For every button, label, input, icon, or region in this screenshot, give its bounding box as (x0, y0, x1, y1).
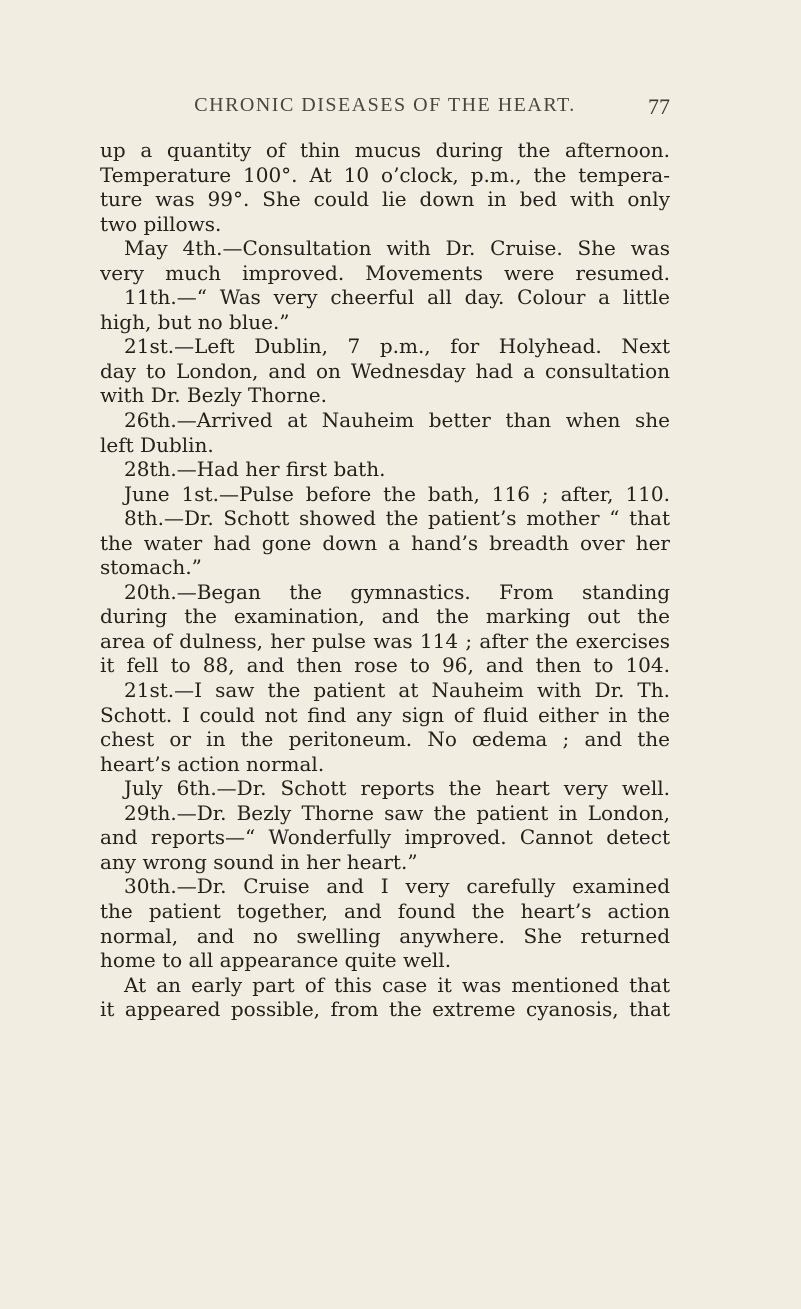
text-line: stomach.” (100, 555, 202, 580)
text-line: June 1st.—Pulse before the bath, 116 ; after, 110. (124, 481, 670, 506)
text-line: area of dulness, her pulse was 114 ; after the exercises (100, 628, 670, 653)
text-line: very much improved. Movements were resumed. (100, 260, 670, 285)
text-line: high, but no blue.” (100, 309, 290, 334)
text-line: 30th.—Dr. Cruise and I very carefully examined (124, 874, 670, 899)
text-line: 21st.—I saw the patient at Nauheim with Dr. Th. (124, 678, 670, 703)
text-line: it appeared possible, from the extreme cyanosis, that (100, 997, 670, 1022)
text-line: 11th.—“ Was very cheerful all day. Colour a little (124, 285, 670, 310)
text-line: two pillows. (100, 211, 222, 236)
text-line: during the examination, and the marking out the (100, 604, 670, 629)
text-line: the patient together, and found the heart’s action (100, 898, 670, 923)
running-head: CHRONIC DISEASES OF THE HEART. (194, 94, 576, 116)
text-line: ture was 99°. She could lie down in bed with only (100, 187, 670, 212)
text-line: up a quantity of thin mucus during the afternoon. (100, 138, 670, 162)
text-line: left Dublin. (100, 432, 214, 457)
text-line: 8th.—Dr. Schott showed the patient’s mother “ that (124, 506, 670, 531)
text-line: 26th.—Arrived at Nauheim better than when she (124, 408, 670, 433)
text-line: 28th.—Had her first bath. (124, 457, 386, 482)
text-line: 29th.—Dr. Bezly Thorne saw the patient in London, (124, 800, 670, 825)
text-line: it fell to 88, and then rose to 96, and then to 104. (100, 653, 670, 678)
text-line: day to London, and on Wednesday had a consultation (100, 358, 670, 383)
text-line: and reports—“ Wonderfully improved. Cannot detect (100, 825, 670, 850)
text-line: home to all appearance quite well. (100, 948, 452, 973)
text-line: May 4th.—Consultation with Dr. Cruise. She was (124, 236, 670, 261)
text-line: with Dr. Bezly Thorne. (100, 383, 327, 408)
page-header (100, 94, 670, 124)
text-line: Temperature 100°. At 10 o’clock, p.m., the tempera- (100, 162, 670, 187)
text-line: 21st.—Left Dublin, 7 p.m., for Holyhead. Next (124, 334, 670, 359)
text-line: Schott. I could not find any sign of fluid either in the (100, 702, 670, 727)
text-line: the water had gone down a hand’s breadth over her (100, 530, 670, 555)
text-line: At an early part of this case it was mentioned that (124, 972, 670, 997)
text-line: 20th.—Began the gymnastics. From standing (124, 579, 670, 604)
page-number: 77 (648, 94, 670, 119)
text-line: July 6th.—Dr. Schott reports the heart very well. (124, 776, 670, 801)
text-line: heart’s action normal. (100, 751, 325, 776)
text-line: normal, and no swelling anywhere. She returned (100, 923, 670, 948)
text-line: any wrong sound in her heart.” (100, 849, 418, 874)
body-text (100, 138, 670, 1022)
text-line: chest or in the peritoneum. No œdema ; and the (100, 727, 670, 752)
